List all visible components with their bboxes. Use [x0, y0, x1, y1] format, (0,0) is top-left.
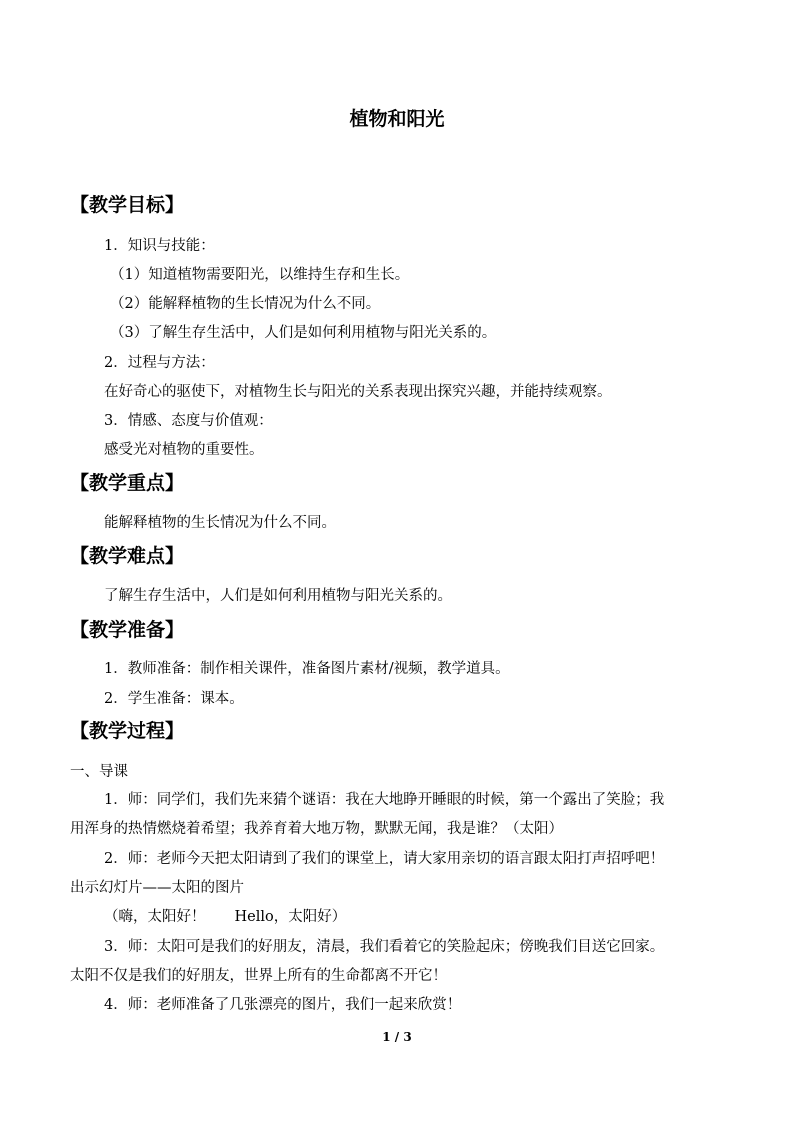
- section-heading-process: 【教学过程】: [70, 720, 185, 742]
- difficult-text: 了解生存生活中，人们是如何利用植物与阳光关系的。: [104, 588, 452, 604]
- document-title: 植物和阳光: [349, 108, 445, 130]
- process-line: 4．师：老师准备了几张漂亮的图片，我们一起来欣赏！: [104, 997, 462, 1013]
- process-line: 1．师：同学们，我们先来猜个谜语：我在大地睁开睡眼的时候，第一个露出了笑脸；我: [104, 792, 665, 808]
- process-line: 2．师：老师今天把太阳请到了我们的课堂上，请大家用亲切的语言跟太阳打声招呼吧！: [104, 851, 665, 867]
- section-heading-difficult: 【教学难点】: [70, 545, 185, 567]
- page-number: 1 / 3: [382, 1030, 412, 1044]
- goals-line: （1）知道植物需要阳光，以维持生存和生长。: [110, 267, 410, 283]
- goals-line: 3．情感、态度与价值观：: [104, 413, 273, 429]
- process-line: 出示幻灯片——太阳的图片: [70, 880, 244, 896]
- goals-line: 2．过程与方法：: [104, 355, 215, 371]
- process-line: （嗨，太阳好！ Hello，太阳好）: [104, 909, 347, 925]
- process-line: 用浑身的热情燃烧着希望；我养育着大地万物，默默无闻，我是谁？（太阳）: [70, 821, 563, 837]
- goals-line: （2）能解释植物的生长情况为什么不同。: [110, 296, 381, 312]
- process-subheading: 一、导课: [70, 764, 128, 780]
- goals-line: 在好奇心的驱使下，对植物生长与阳光的关系表现出探究兴趣，并能持续观察。: [104, 384, 612, 400]
- goals-line: 1．知识与技能：: [104, 238, 215, 254]
- goals-line: （3）了解生存生活中，人们是如何利用植物与阳光关系的。: [110, 325, 497, 341]
- process-line: 3．师：太阳可是我们的好朋友，清晨，我们看着它的笑脸起床；傍晚我们目送它回家。: [104, 939, 665, 955]
- prep-line: 2．学生准备：课本。: [104, 691, 244, 707]
- key-text: 能解释植物的生长情况为什么不同。: [104, 515, 336, 531]
- prep-line: 1．教师准备：制作相关课件，准备图片素材/视频，教学道具。: [104, 661, 510, 677]
- goals-line: 感受光对植物的重要性。: [104, 442, 264, 458]
- section-heading-key: 【教学重点】: [70, 472, 185, 494]
- process-line: 太阳不仅是我们的好朋友，世界上所有的生命都离不开它！: [70, 968, 447, 984]
- section-heading-goals: 【教学目标】: [70, 194, 185, 216]
- section-heading-prep: 【教学准备】: [70, 619, 185, 641]
